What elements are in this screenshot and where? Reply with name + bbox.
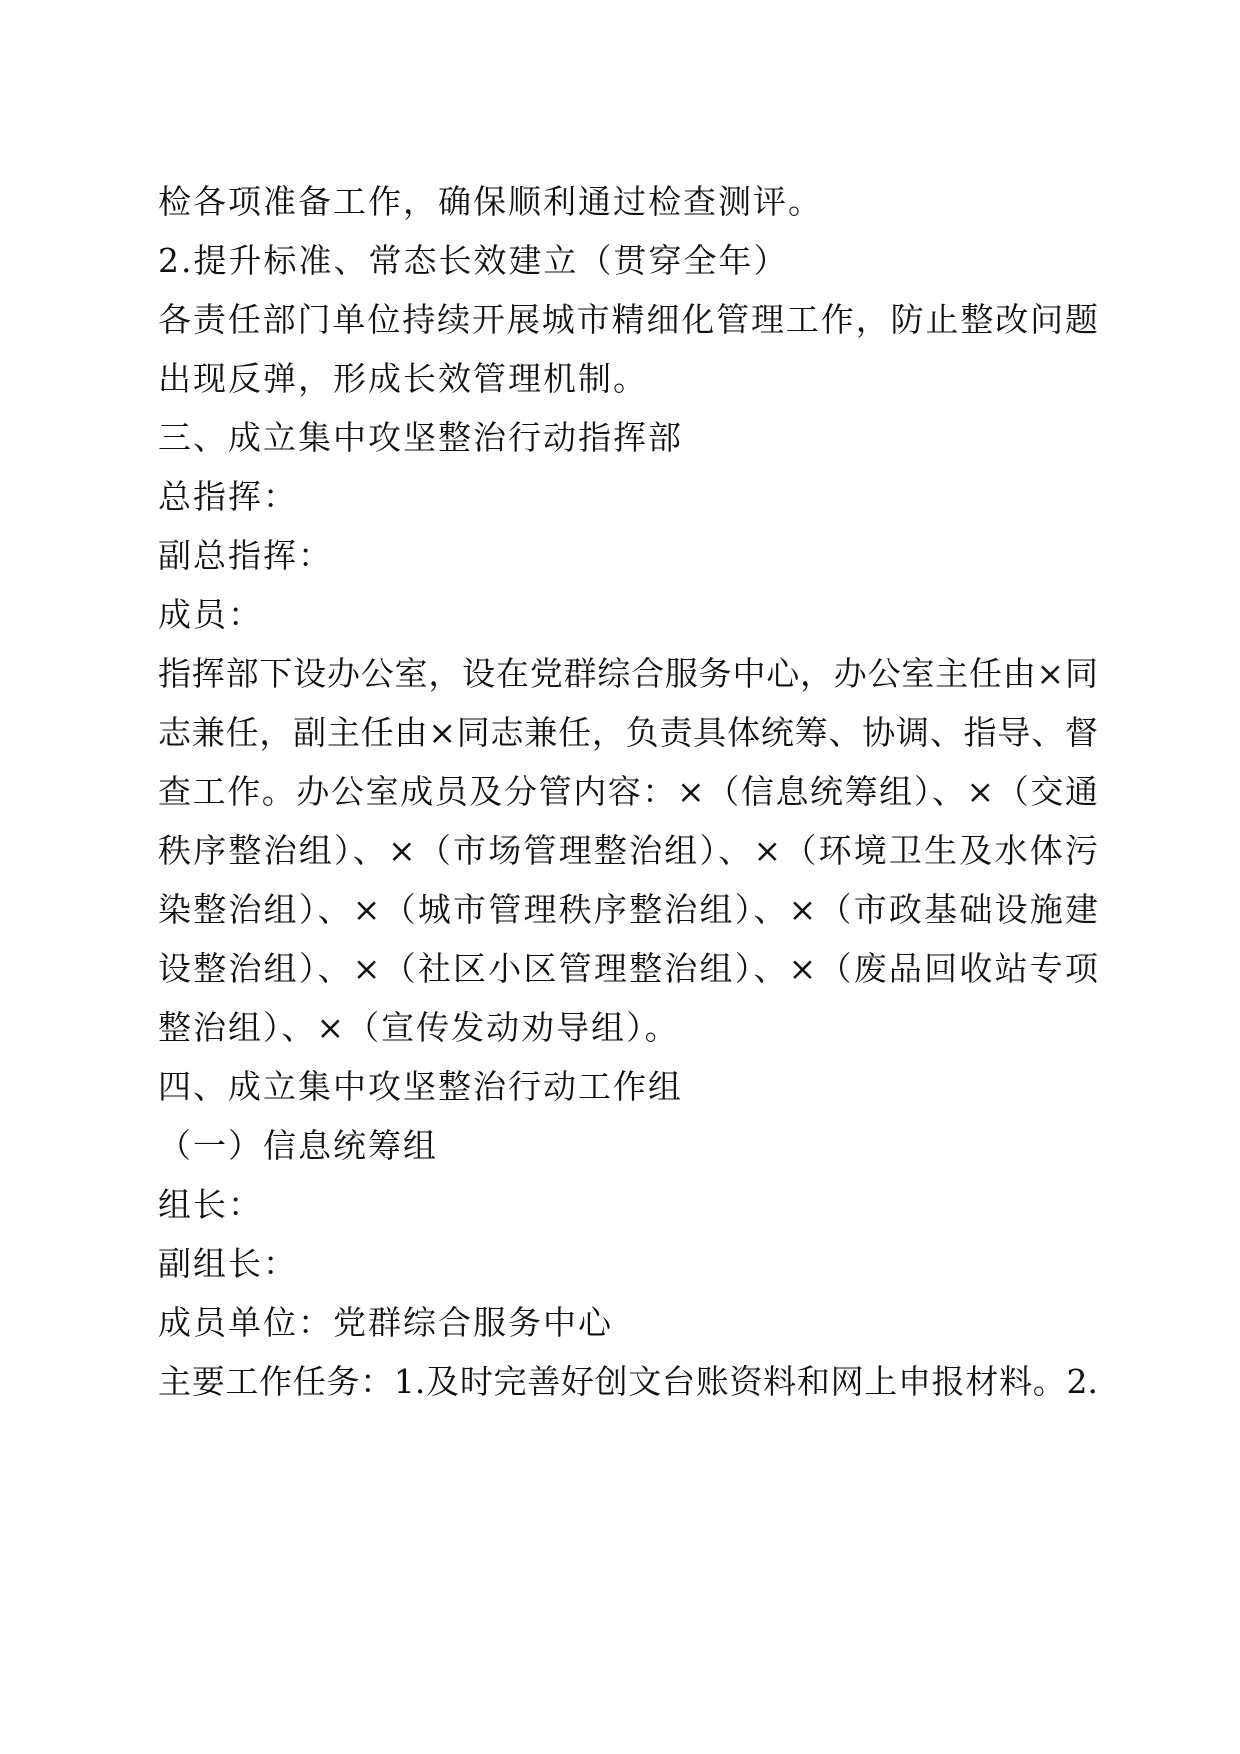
- text-line: 总指挥：: [158, 477, 298, 516]
- text-line: 出现反弹，形成长效管理机制。: [158, 359, 648, 398]
- text-line: 志兼任，副主任由×同志兼任，负责具体统筹、协调、指导、督: [158, 713, 1098, 752]
- text-line: 秩序整治组）、×（市场管理整治组）、×（环境卫生及水体污: [158, 831, 1098, 870]
- section-heading: 四、成立集中攻坚整治行动工作组: [158, 1067, 683, 1106]
- text-line: 各责任部门单位持续开展城市精细化管理工作，防止整改问题: [158, 300, 1098, 339]
- text-line: 组长：: [158, 1185, 263, 1224]
- text-line: 主要工作任务：1.及时完善好创文台账资料和网上申报材料。2.: [158, 1362, 1098, 1401]
- subsection-heading: （一）信息统筹组: [158, 1126, 438, 1165]
- text-line: 查工作。办公室成员及分管内容：×（信息统筹组）、×（交通: [158, 772, 1098, 811]
- text-line: 成员单位：党群综合服务中心: [158, 1303, 613, 1342]
- text-line: 染整治组）、×（城市管理秩序整治组）、×（市政基础设施建: [158, 890, 1098, 929]
- text-line: 设整治组）、×（社区小区管理整治组）、×（废品回收站专项: [158, 949, 1098, 988]
- text-line: 2.提升标准、常态长效建立（贯穿全年）: [158, 241, 789, 280]
- text-line: 整治组）、×（宣传发动劝导组）。: [158, 1008, 680, 1047]
- text-line: 成员：: [158, 595, 263, 634]
- text-line: 副组长：: [158, 1244, 298, 1283]
- text-line: 检各项准备工作，确保顺利通过检查测评。: [158, 182, 823, 221]
- section-heading: 三、成立集中攻坚整治行动指挥部: [158, 418, 683, 457]
- text-line: 副总指挥：: [158, 536, 333, 575]
- text-line: 指挥部下设办公室，设在党群综合服务中心，办公室主任由×同: [158, 654, 1098, 693]
